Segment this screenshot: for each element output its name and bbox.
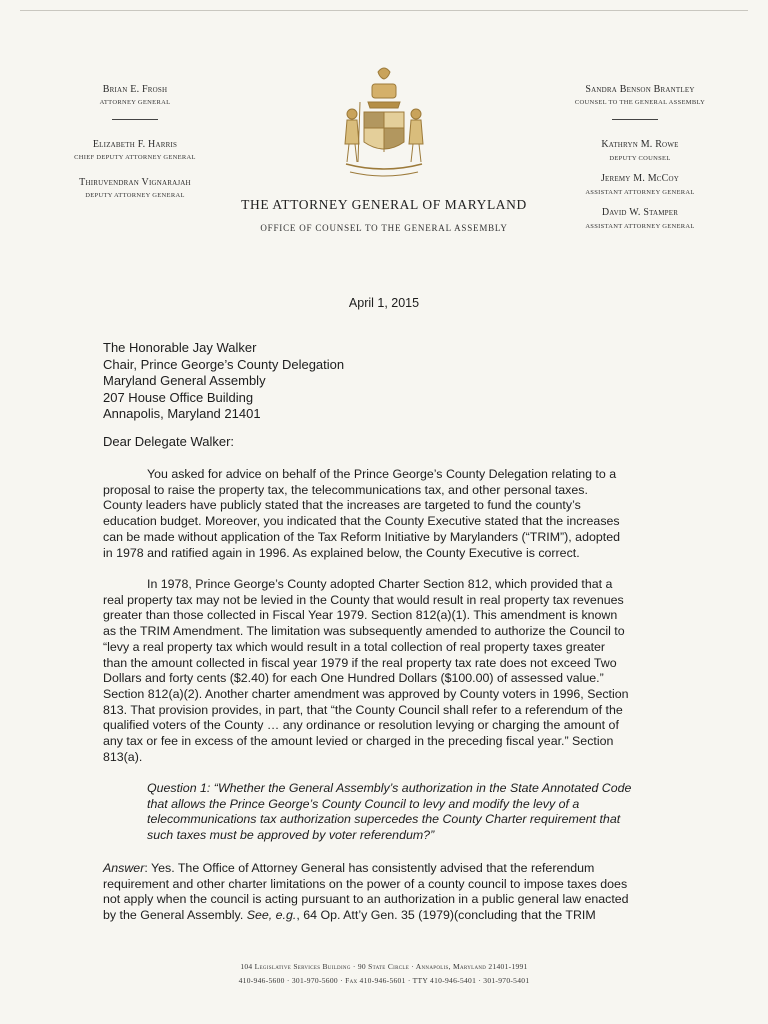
answer-label: Answer bbox=[103, 861, 145, 875]
staff-name-mccoy: Jeremy M. McCoy bbox=[600, 173, 680, 184]
question-line: such taxes must be approved by voter referendum?” bbox=[147, 828, 435, 843]
staff-name-harris: Elizabeth F. Harris bbox=[92, 139, 178, 150]
staff-name-brantley: Sandra Benson Brantley bbox=[585, 84, 695, 95]
answer-text: , 64 Op. Att’y Gen. 35 (1979)(concluding that the TRIM bbox=[296, 908, 596, 923]
footer-address: 104 Legislative Services Building · 90 State Circle · Annapolis, Maryland 21401-1991 bbox=[240, 962, 528, 971]
staff-name-vignarajah: Thiruvendran Vignarajah bbox=[79, 177, 191, 188]
paragraph-line: education budget. Moreover, you indicated that the County Executive stated that the increases bbox=[103, 514, 620, 529]
paragraph-line: In 1978, Prince George’s County adopted Charter Section 812, which provided that a bbox=[147, 577, 613, 591]
left-divider bbox=[112, 119, 158, 120]
answer-text: by the General Assembly. bbox=[103, 908, 247, 923]
answer-paragraph bbox=[103, 861, 675, 924]
question-line: that allows the Prince George’s County Council to levy and modify the levy of a bbox=[147, 796, 580, 811]
recipient-line: Annapolis, Maryland 21401 bbox=[103, 406, 261, 421]
recipient-line: Maryland General Assembly bbox=[103, 373, 266, 388]
staff-title-harris: CHIEF DEPUTY ATTORNEY GENERAL bbox=[74, 154, 196, 161]
recipient-address bbox=[103, 340, 344, 423]
staff-name-rowe: Kathryn M. Rowe bbox=[601, 139, 679, 150]
paragraph-line: You asked for advice on behalf of the Prince George’s County Delegation relating to a bbox=[147, 467, 617, 481]
paragraph-line: than the amount collected in fiscal year 1979 if the real property tax rate does not exceed Two bbox=[103, 655, 617, 670]
question-1 bbox=[147, 781, 719, 844]
staff-name-stamper: David W. Stamper bbox=[601, 207, 679, 218]
paragraph-line: any tax or fee in excess of the amount levied or charged in the preceding fiscal year.” Section bbox=[103, 734, 614, 749]
staff-title-frosh: ATTORNEY GENERAL bbox=[99, 99, 171, 106]
paragraph-line: in 1978 and ratified again in 1996. As explained below, the County Executive is correct. bbox=[103, 545, 580, 560]
answer-line bbox=[103, 861, 675, 877]
paragraph-line: real property tax may not be levied in the County that would result in real property tax revenues bbox=[103, 592, 624, 607]
paragraph-line: Section 812(a)(2). Another charter amendment was approved by County voters in 1996, Section bbox=[103, 686, 629, 701]
footer-phones: 410-946-5600 · 301-970-5600 · Fax 410-946-5601 · TTY 410-946-5401 · 301-970-5401 bbox=[238, 976, 530, 985]
staff-title-brantley: COUNSEL TO THE GENERAL ASSEMBLY bbox=[574, 99, 706, 106]
paragraph-line: proposal to raise the property tax, the telecommunications tax, and other personal taxes. bbox=[103, 482, 588, 497]
maryland-seal-icon bbox=[338, 62, 430, 180]
recipient-line: Chair, Prince George’s County Delegation bbox=[103, 356, 345, 372]
question-line: telecommunications tax authorization supercedes the County Charter requirement that bbox=[147, 812, 621, 827]
paragraph-line: 813. That provision provides, in part, that “the County Council shall refer to a referendum of the bbox=[103, 702, 623, 717]
citation-signal: See, e.g. bbox=[246, 908, 297, 923]
paragraph-line: as the TRIM Amendment. The limitation was subsequently amended to authorize the Council to bbox=[103, 624, 625, 639]
salutation: Dear Delegate Walker: bbox=[103, 434, 235, 449]
staff-title-vignarajah: DEPUTY ATTORNEY GENERAL bbox=[85, 192, 185, 199]
office-title: THE ATTORNEY GENERAL OF MARYLAND bbox=[241, 197, 527, 212]
answer-line: not apply when the council is acting pursuant to an authorization in a public general law enacted bbox=[103, 892, 629, 907]
answer-line: requirement and other charter limitations on the power of a county council to impose taxes does bbox=[103, 876, 628, 891]
recipient-line: 207 House Office Building bbox=[103, 389, 254, 405]
paragraph-line: County leaders have publicly stated that the increases are targeted to fund the county’s bbox=[103, 498, 581, 513]
question-line: Question 1: “Whether the General Assembly’s authorization in the State Annotated Code bbox=[147, 781, 632, 795]
staff-title-rowe: DEPUTY COUNSEL bbox=[609, 155, 671, 162]
paragraph-history bbox=[103, 577, 675, 765]
staff-name-frosh: Brian E. Frosh bbox=[102, 84, 168, 95]
paragraph-line: “levy a real property tax which would result in a total collection of real property taxes greater bbox=[103, 639, 606, 654]
paragraph-line: 813(a). bbox=[103, 749, 143, 764]
right-divider bbox=[612, 119, 658, 120]
answer-text: : Yes. The Office of Attorney General has consistently advised that the referendum bbox=[144, 861, 595, 875]
answer-line bbox=[103, 908, 675, 924]
paragraph-line: can be made without application of the Tax Reform Initiative by Marylanders (“TRIM”), adopted bbox=[103, 529, 620, 544]
top-rule bbox=[20, 10, 748, 11]
paragraph-line: Dollars and forty cents ($2.40) for each One Hundred Dollars ($100.00) of assessed value.” bbox=[103, 671, 604, 686]
recipient-line: The Honorable Jay Walker bbox=[103, 340, 257, 355]
paragraph-line: greater than those collected in Fiscal Year 1979. Section 812(a)(1). This amendment is known bbox=[103, 608, 618, 623]
paragraph-intro bbox=[103, 467, 675, 561]
paragraph-line: qualified voters of the County … any ordinance or resolution levying or charging the amount of bbox=[103, 718, 619, 733]
office-subtitle: OFFICE OF COUNSEL TO THE GENERAL ASSEMBLY bbox=[260, 223, 508, 233]
letter-date: April 1, 2015 bbox=[348, 296, 420, 310]
staff-title-mccoy: ASSISTANT ATTORNEY GENERAL bbox=[585, 189, 695, 196]
staff-title-stamper: ASSISTANT ATTORNEY GENERAL bbox=[585, 223, 695, 230]
